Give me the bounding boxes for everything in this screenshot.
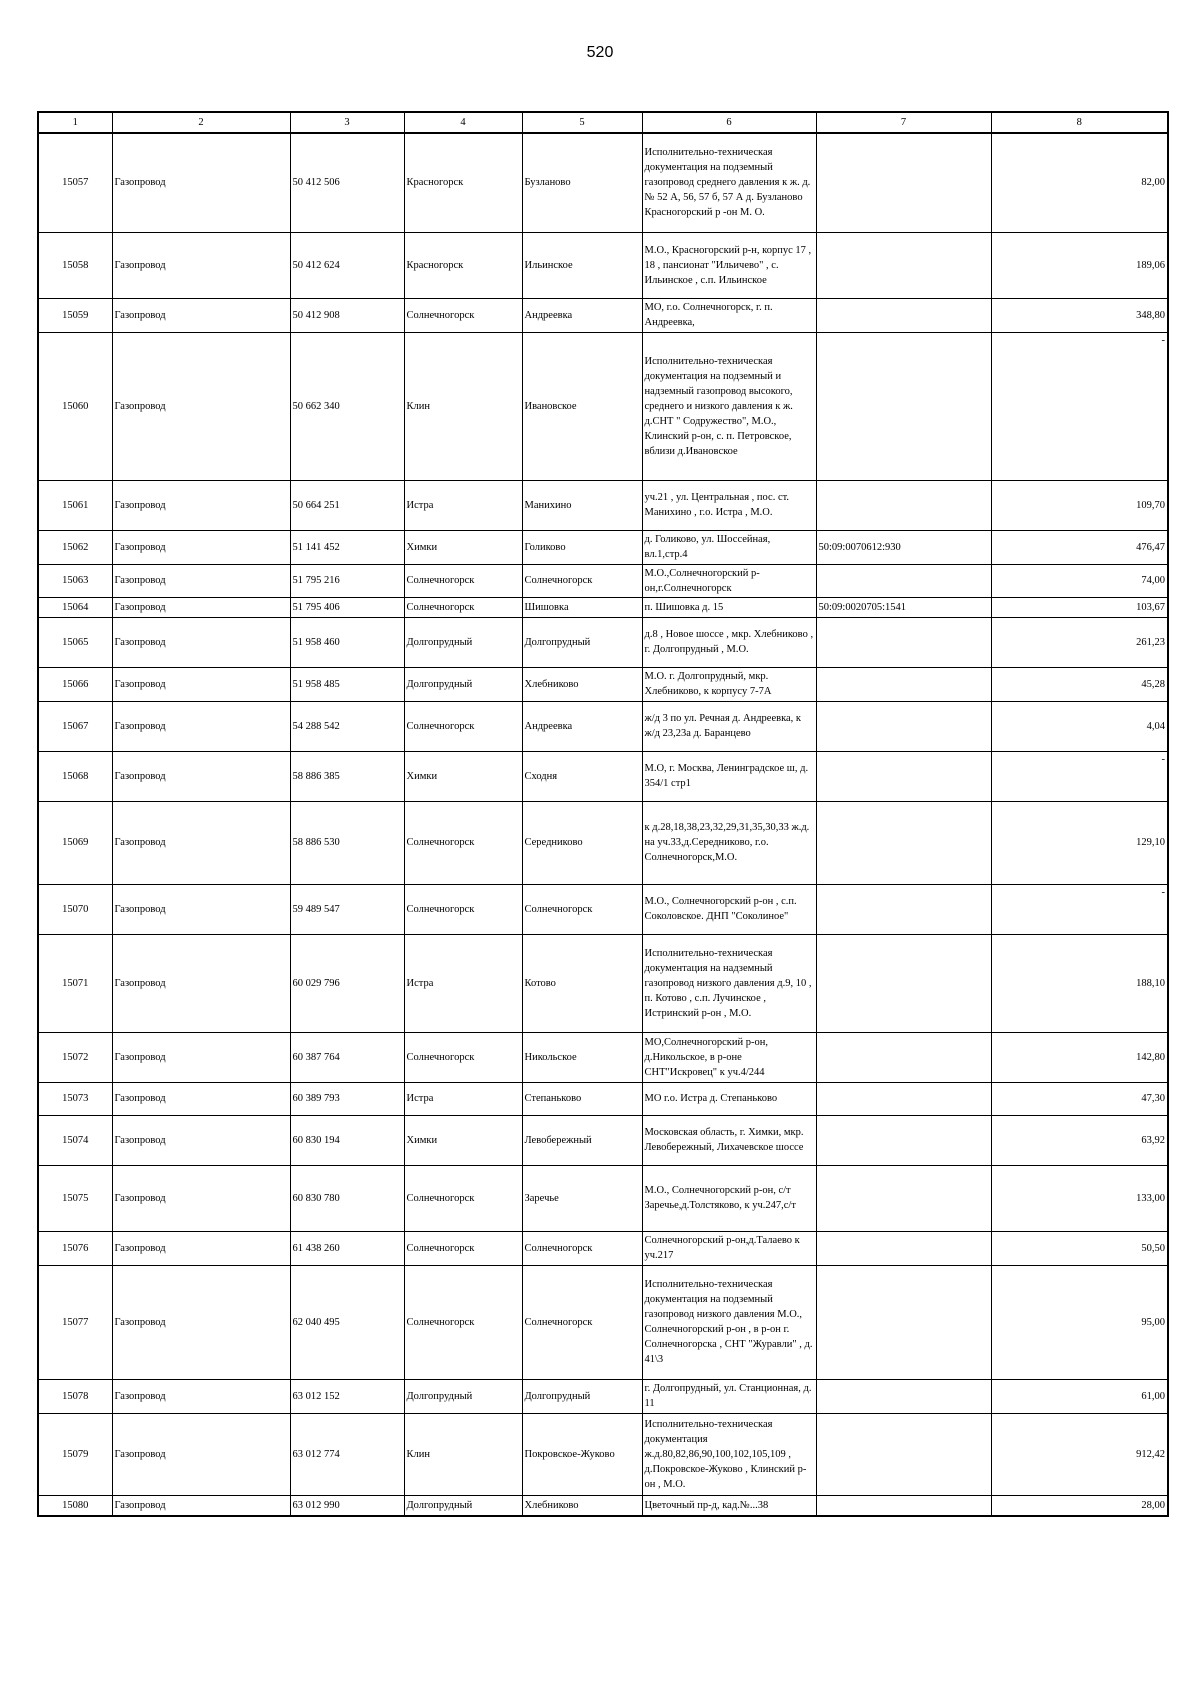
column-header-6: 6 xyxy=(642,112,816,133)
length-value: 348,80 xyxy=(991,298,1168,332)
table-row xyxy=(38,133,1168,232)
table-row xyxy=(38,1115,1168,1165)
address: уч.21 , ул. Центральная , пос. ст. Манихино , г.о. Истра , М.О. xyxy=(642,480,816,530)
object-type: Газопровод xyxy=(112,1032,290,1082)
locality: Солнечногорск xyxy=(522,1231,642,1265)
table-row xyxy=(38,298,1168,332)
address: МО г.о. Истра д. Степаньково xyxy=(642,1082,816,1115)
length-value: - xyxy=(991,884,1168,934)
cadastral-number: 50:09:0070612:930 xyxy=(816,530,991,564)
address: Исполнительно-техническая документация на подземный газопровод низкого давления М.О., Солнечногорский р-он , в р-он г. Солнечногорска , СНТ "Журавли" , д. 41\3 xyxy=(642,1265,816,1379)
locality: Покровское-Жуково xyxy=(522,1413,642,1495)
row-id: 15072 xyxy=(38,1032,112,1082)
cadastral-number xyxy=(816,667,991,701)
object-type: Газопровод xyxy=(112,1082,290,1115)
row-id: 15064 xyxy=(38,597,112,617)
table-row xyxy=(38,1413,1168,1495)
row-id: 15074 xyxy=(38,1115,112,1165)
locality: Середниково xyxy=(522,801,642,884)
table-row xyxy=(38,597,1168,617)
cadastral-number xyxy=(816,1115,991,1165)
locality: Долгопрудный xyxy=(522,1379,642,1413)
length-value: 82,00 xyxy=(991,133,1168,232)
table-row xyxy=(38,232,1168,298)
locality: Манихино xyxy=(522,480,642,530)
row-id: 15057 xyxy=(38,133,112,232)
object-code: 50 412 624 xyxy=(290,232,404,298)
length-value: 476,47 xyxy=(991,530,1168,564)
length-value: 45,28 xyxy=(991,667,1168,701)
row-id: 15061 xyxy=(38,480,112,530)
locality: Шишовка xyxy=(522,597,642,617)
object-type: Газопровод xyxy=(112,1165,290,1231)
column-header-5: 5 xyxy=(522,112,642,133)
row-id: 15075 xyxy=(38,1165,112,1231)
table-row xyxy=(38,1032,1168,1082)
row-id: 15062 xyxy=(38,530,112,564)
object-type: Газопровод xyxy=(112,298,290,332)
cadastral-number xyxy=(816,751,991,801)
table-row xyxy=(38,1379,1168,1413)
address: п. Шишовка д. 15 xyxy=(642,597,816,617)
row-id: 15080 xyxy=(38,1495,112,1516)
address: Солнечногорский р-он,д.Талаево к уч.217 xyxy=(642,1231,816,1265)
address: М.О. г. Долгопрудный, мкр. Хлебниково, к корпусу 7-7А xyxy=(642,667,816,701)
locality: Ильинское xyxy=(522,232,642,298)
table-row xyxy=(38,1165,1168,1231)
object-code: 51 795 406 xyxy=(290,597,404,617)
locality: Солнечногорск xyxy=(522,564,642,597)
cadastral-number xyxy=(816,1413,991,1495)
locality: Андреевка xyxy=(522,701,642,751)
object-type: Газопровод xyxy=(112,480,290,530)
column-header-3: 3 xyxy=(290,112,404,133)
cadastral-number xyxy=(816,1231,991,1265)
district: Солнечногорск xyxy=(404,298,522,332)
object-type: Газопровод xyxy=(112,1231,290,1265)
district: Красногорск xyxy=(404,133,522,232)
row-id: 15078 xyxy=(38,1379,112,1413)
cadastral-number xyxy=(816,332,991,480)
locality: Солнечногорск xyxy=(522,1265,642,1379)
district: Солнечногорск xyxy=(404,1265,522,1379)
locality: Бузланово xyxy=(522,133,642,232)
row-id: 15079 xyxy=(38,1413,112,1495)
header-row xyxy=(38,112,1168,133)
locality: Солнечногорск xyxy=(522,884,642,934)
address: М.О., Красногорский р-н, корпус 17 , 18 , пансионат "Ильичево" , с. Ильинское , с.п. Ильинское xyxy=(642,232,816,298)
length-value: 28,00 xyxy=(991,1495,1168,1516)
address: М.О.,Солнечногорский р-он,г.Солнечногорск xyxy=(642,564,816,597)
cadastral-number xyxy=(816,564,991,597)
object-type: Газопровод xyxy=(112,667,290,701)
district: Долгопрудный xyxy=(404,667,522,701)
column-header-4: 4 xyxy=(404,112,522,133)
cadastral-number xyxy=(816,1032,991,1082)
address: к д.28,18,38,23,32,29,31,35,30,33 ж.д. на уч.33,д.Середниково, г.о. Солнечногорск,М.О. xyxy=(642,801,816,884)
length-value: 95,00 xyxy=(991,1265,1168,1379)
object-code: 50 664 251 xyxy=(290,480,404,530)
district: Химки xyxy=(404,530,522,564)
locality: Ивановское xyxy=(522,332,642,480)
object-type: Газопровод xyxy=(112,1115,290,1165)
cadastral-number xyxy=(816,617,991,667)
table-row xyxy=(38,701,1168,751)
locality: Левобережный xyxy=(522,1115,642,1165)
row-id: 15073 xyxy=(38,1082,112,1115)
object-code: 58 886 385 xyxy=(290,751,404,801)
district: Химки xyxy=(404,1115,522,1165)
page-number: 520 xyxy=(586,44,614,61)
length-value: 142,80 xyxy=(991,1032,1168,1082)
address: г. Долгопрудный, ул. Станционная, д. 11 xyxy=(642,1379,816,1413)
length-value: 912,42 xyxy=(991,1413,1168,1495)
object-code: 58 886 530 xyxy=(290,801,404,884)
object-code: 51 141 452 xyxy=(290,530,404,564)
cadastral-number: 50:09:0020705:1541 xyxy=(816,597,991,617)
district: Долгопрудный xyxy=(404,1379,522,1413)
row-id: 15068 xyxy=(38,751,112,801)
object-type: Газопровод xyxy=(112,133,290,232)
object-code: 62 040 495 xyxy=(290,1265,404,1379)
district: Солнечногорск xyxy=(404,1231,522,1265)
district: Долгопрудный xyxy=(404,617,522,667)
object-code: 60 389 793 xyxy=(290,1082,404,1115)
object-code: 50 412 506 xyxy=(290,133,404,232)
district: Истра xyxy=(404,480,522,530)
cadastral-number xyxy=(816,1082,991,1115)
row-id: 15070 xyxy=(38,884,112,934)
district: Истра xyxy=(404,934,522,1032)
length-value: 188,10 xyxy=(991,934,1168,1032)
table-row xyxy=(38,1231,1168,1265)
table-body xyxy=(38,133,1168,1516)
row-id: 15069 xyxy=(38,801,112,884)
object-code: 51 958 460 xyxy=(290,617,404,667)
cadastral-number xyxy=(816,1265,991,1379)
object-code: 60 830 194 xyxy=(290,1115,404,1165)
table-row xyxy=(38,332,1168,480)
row-id: 15063 xyxy=(38,564,112,597)
row-id: 15066 xyxy=(38,667,112,701)
object-type: Газопровод xyxy=(112,884,290,934)
address: Исполнительно-техническая документация ж.д.80,82,86,90,100,102,105,109 , д.Покровское-Жуково , Клинский р-он , М.О. xyxy=(642,1413,816,1495)
column-header-1: 1 xyxy=(38,112,112,133)
table-row xyxy=(38,934,1168,1032)
address: Исполнительно-техническая документация на подземный и надземный газопровод высокого, среднего и низкого давления к ж. д.СНТ " Содружество", М.О., Клинский р-он, с. п. Петровское, вблизи д.Ивановское xyxy=(642,332,816,480)
row-id: 15077 xyxy=(38,1265,112,1379)
object-code: 50 662 340 xyxy=(290,332,404,480)
length-value: 74,00 xyxy=(991,564,1168,597)
locality: Степаньково xyxy=(522,1082,642,1115)
table-row xyxy=(38,751,1168,801)
address: ж/д 3 по ул. Речная д. Андреевка, к ж/д 23,23а д. Баранцево xyxy=(642,701,816,751)
district: Солнечногорск xyxy=(404,1165,522,1231)
table-row xyxy=(38,530,1168,564)
cadastral-number xyxy=(816,298,991,332)
object-type: Газопровод xyxy=(112,1379,290,1413)
locality: Никольское xyxy=(522,1032,642,1082)
cadastral-number xyxy=(816,1495,991,1516)
locality: Сходня xyxy=(522,751,642,801)
district: Красногорск xyxy=(404,232,522,298)
object-type: Газопровод xyxy=(112,751,290,801)
district: Клин xyxy=(404,1413,522,1495)
length-value: 61,00 xyxy=(991,1379,1168,1413)
address: МО, г.о. Солнечногорск, г. п. Андреевка, xyxy=(642,298,816,332)
object-code: 50 412 908 xyxy=(290,298,404,332)
length-value: 129,10 xyxy=(991,801,1168,884)
table-row xyxy=(38,1265,1168,1379)
address: Исполнительно-техническая документация на подземный газопровод среднего давления к ж. д. № 52 А, 56, 57 б, 57 А д. Бузланово Красногорский р -он М. О. xyxy=(642,133,816,232)
column-header-7: 7 xyxy=(816,112,991,133)
address: Исполнительно-техническая документация на надземный газопровод низкого давления д.9, 10 , п. Котово , с.п. Лучинское , Истринский р-он , М.О. xyxy=(642,934,816,1032)
row-id: 15076 xyxy=(38,1231,112,1265)
object-type: Газопровод xyxy=(112,1413,290,1495)
table-row xyxy=(38,801,1168,884)
district: Истра xyxy=(404,1082,522,1115)
object-type: Газопровод xyxy=(112,232,290,298)
cadastral-number xyxy=(816,801,991,884)
length-value: 50,50 xyxy=(991,1231,1168,1265)
object-type: Газопровод xyxy=(112,530,290,564)
table-row xyxy=(38,667,1168,701)
address: МО,Солнечногорский р-он, д.Никольское, в р-оне СНТ"Искровец" к уч.4/244 xyxy=(642,1032,816,1082)
table-row xyxy=(38,1082,1168,1115)
row-id: 15065 xyxy=(38,617,112,667)
row-id: 15067 xyxy=(38,701,112,751)
object-type: Газопровод xyxy=(112,617,290,667)
address: Московская область, г. Химки, мкр. Левобережный, Лихачевское шоссе xyxy=(642,1115,816,1165)
length-value: 47,30 xyxy=(991,1082,1168,1115)
length-value: 4,04 xyxy=(991,701,1168,751)
object-type: Газопровод xyxy=(112,934,290,1032)
object-type: Газопровод xyxy=(112,801,290,884)
object-type: Газопровод xyxy=(112,332,290,480)
row-id: 15059 xyxy=(38,298,112,332)
length-value: 189,06 xyxy=(991,232,1168,298)
district: Солнечногорск xyxy=(404,801,522,884)
locality: Хлебниково xyxy=(522,667,642,701)
object-code: 51 958 485 xyxy=(290,667,404,701)
table-row xyxy=(38,564,1168,597)
district: Солнечногорск xyxy=(404,597,522,617)
object-code: 54 288 542 xyxy=(290,701,404,751)
address: М.О., Солнечногорский р-он , с.п. Соколовское. ДНП "Соколиное" xyxy=(642,884,816,934)
cadastral-number xyxy=(816,1165,991,1231)
row-id: 15071 xyxy=(38,934,112,1032)
object-code: 59 489 547 xyxy=(290,884,404,934)
locality: Хлебниково xyxy=(522,1495,642,1516)
column-header-2: 2 xyxy=(112,112,290,133)
object-code: 60 830 780 xyxy=(290,1165,404,1231)
cadastral-number xyxy=(816,884,991,934)
cadastral-number xyxy=(816,934,991,1032)
length-value: 261,23 xyxy=(991,617,1168,667)
address: д.8 , Новое шоссе , мкр. Хлебниково , г. Долгопрудный , М.О. xyxy=(642,617,816,667)
object-code: 63 012 152 xyxy=(290,1379,404,1413)
district: Солнечногорск xyxy=(404,701,522,751)
object-code: 61 438 260 xyxy=(290,1231,404,1265)
length-value: - xyxy=(991,751,1168,801)
district: Солнечногорск xyxy=(404,564,522,597)
object-code: 60 387 764 xyxy=(290,1032,404,1082)
table-row xyxy=(38,617,1168,667)
object-type: Газопровод xyxy=(112,1495,290,1516)
locality: Котово xyxy=(522,934,642,1032)
length-value: - xyxy=(991,332,1168,480)
object-type: Газопровод xyxy=(112,701,290,751)
length-value: 133,00 xyxy=(991,1165,1168,1231)
object-type: Газопровод xyxy=(112,564,290,597)
object-code: 63 012 990 xyxy=(290,1495,404,1516)
locality: Долгопрудный xyxy=(522,617,642,667)
table-row xyxy=(38,480,1168,530)
cadastral-number xyxy=(816,232,991,298)
district: Долгопрудный xyxy=(404,1495,522,1516)
length-value: 63,92 xyxy=(991,1115,1168,1165)
object-code: 51 795 216 xyxy=(290,564,404,597)
address: М.О., Солнечногорский р-он, с/т Заречье,д.Толстяково, к уч.247,с/т xyxy=(642,1165,816,1231)
address: д. Голиково, ул. Шоссейная, вл.1,стр.4 xyxy=(642,530,816,564)
cadastral-number xyxy=(816,133,991,232)
district: Солнечногорск xyxy=(404,1032,522,1082)
cadastral-number xyxy=(816,480,991,530)
locality: Голиково xyxy=(522,530,642,564)
column-header-8: 8 xyxy=(991,112,1168,133)
length-value: 109,70 xyxy=(991,480,1168,530)
object-type: Газопровод xyxy=(112,597,290,617)
object-code: 60 029 796 xyxy=(290,934,404,1032)
cadastral-number xyxy=(816,1379,991,1413)
table-row xyxy=(38,884,1168,934)
district: Химки xyxy=(404,751,522,801)
gas-pipeline-registry-table xyxy=(37,111,1169,1517)
locality: Андреевка xyxy=(522,298,642,332)
table-row xyxy=(38,1495,1168,1516)
address: М.О, г. Москва, Ленинградское ш, д. 354/1 стр1 xyxy=(642,751,816,801)
district: Солнечногорск xyxy=(404,884,522,934)
address: Цветочный пр-д, кад.№...38 xyxy=(642,1495,816,1516)
object-type: Газопровод xyxy=(112,1265,290,1379)
cadastral-number xyxy=(816,701,991,751)
row-id: 15060 xyxy=(38,332,112,480)
locality: Заречье xyxy=(522,1165,642,1231)
object-code: 63 012 774 xyxy=(290,1413,404,1495)
row-id: 15058 xyxy=(38,232,112,298)
district: Клин xyxy=(404,332,522,480)
length-value: 103,67 xyxy=(991,597,1168,617)
